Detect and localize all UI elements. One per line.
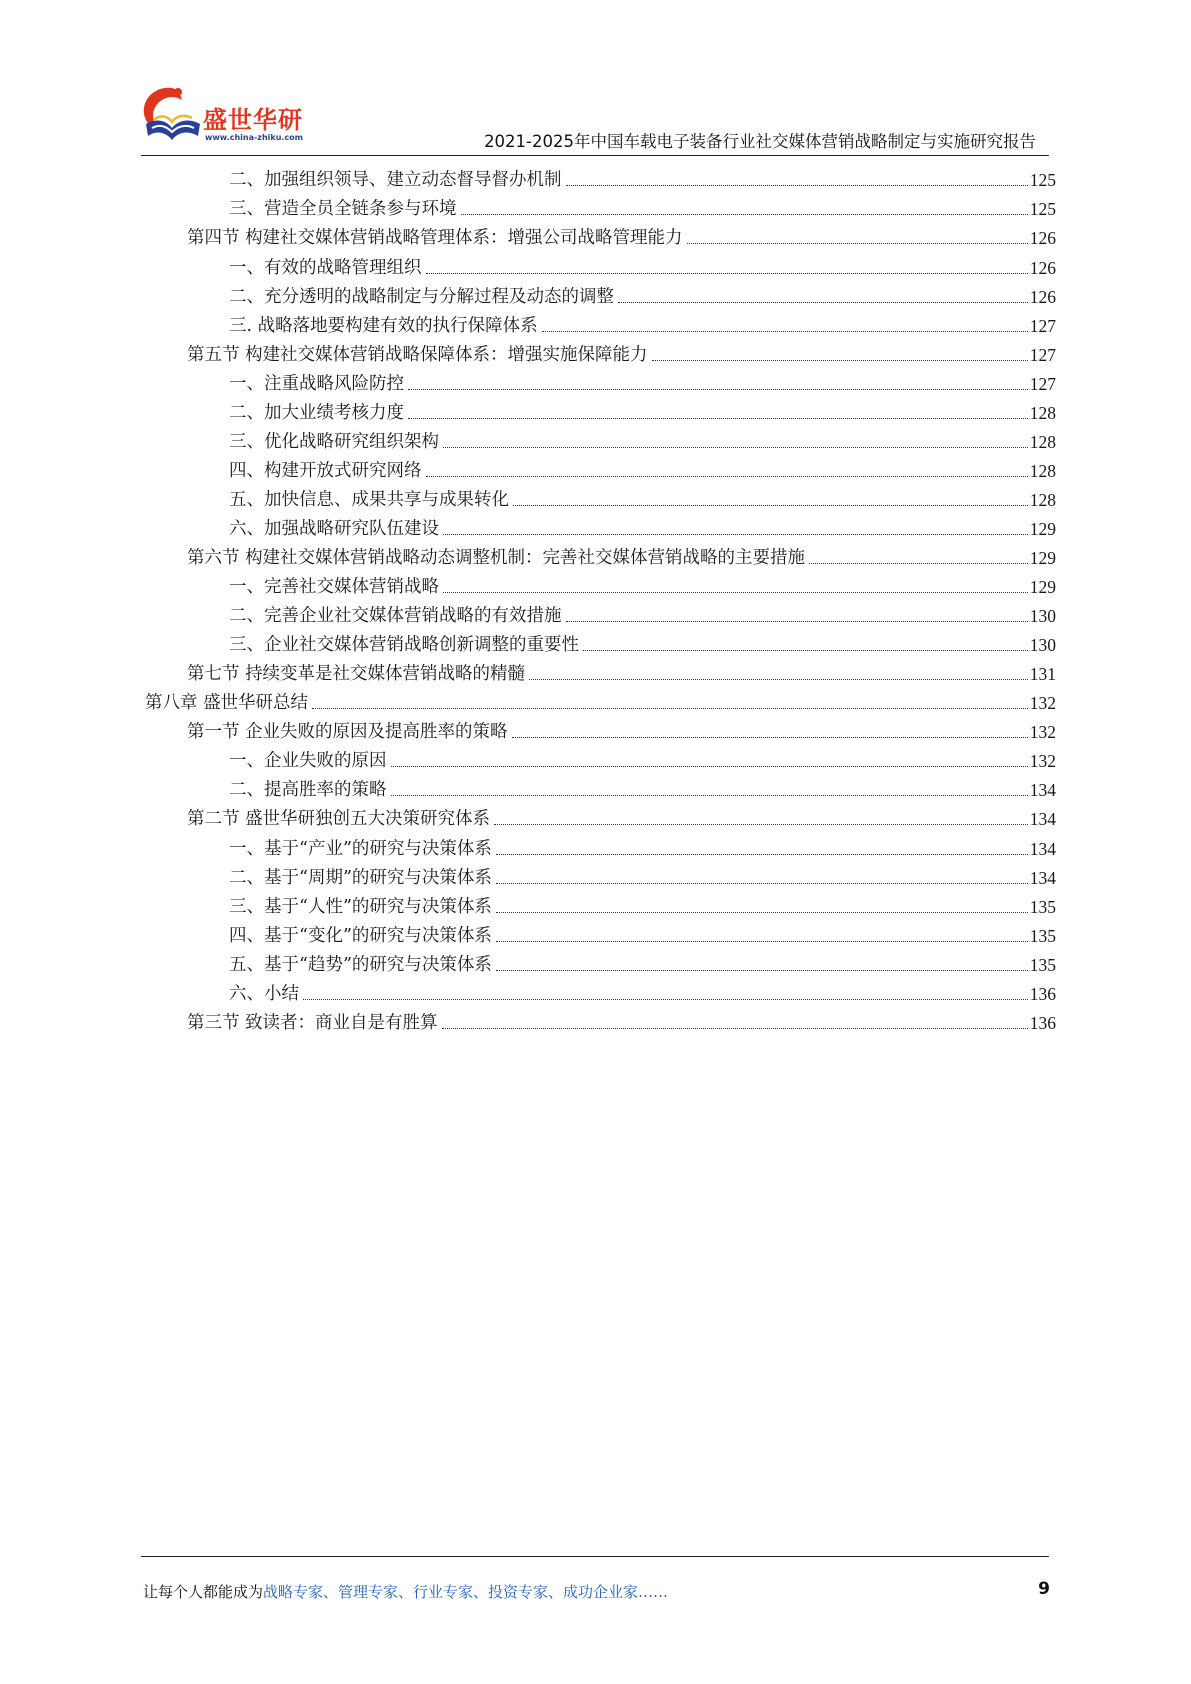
page-number: 9 bbox=[1038, 1579, 1050, 1599]
toc-dot-leader bbox=[391, 795, 1028, 796]
toc-dot-leader bbox=[496, 883, 1028, 884]
toc-entry[interactable] bbox=[229, 886, 1056, 917]
toc-entry-label: 五、基于“趋势”的研究与决策体系 bbox=[229, 954, 492, 975]
toc-entry-label: 一、注重战略风险防控 bbox=[229, 373, 404, 394]
toc-entry-label: 二、基于“周期”的研究与决策体系 bbox=[229, 867, 492, 888]
toc-entry-page: 134 bbox=[1029, 780, 1056, 801]
toc-entry-label: 第六节 构建社交媒体营销战略动态调整机制：完善社交媒体营销战略的主要措施 bbox=[187, 548, 806, 569]
toc-dot-leader bbox=[583, 650, 1028, 651]
toc-entry-page: 126 bbox=[1029, 228, 1056, 249]
toc-entry[interactable] bbox=[229, 189, 1056, 220]
toc-entry[interactable] bbox=[187, 334, 1056, 365]
footer-slogan-prefix: 让每个人都能成为 bbox=[143, 1583, 264, 1601]
toc-entry[interactable] bbox=[229, 276, 1056, 307]
toc-entry-label: 三、优化战略研究组织架构 bbox=[229, 431, 439, 452]
toc-dot-leader bbox=[618, 302, 1028, 303]
toc-entry-label: 四、构建开放式研究网络 bbox=[229, 460, 422, 481]
toc-entry-page: 126 bbox=[1029, 257, 1056, 278]
footer-divider bbox=[141, 1556, 1049, 1557]
toc-entry-page: 134 bbox=[1029, 838, 1056, 859]
toc-entry-page: 128 bbox=[1029, 431, 1056, 452]
toc-entry-label: 第四节 构建社交媒体营销战略管理体系：增强公司战略管理能力 bbox=[187, 228, 683, 249]
toc-dot-leader bbox=[461, 214, 1028, 215]
toc-entry-label: 第三节 致读者：商业自是有胜算 bbox=[187, 1012, 438, 1033]
footer-slogan-highlight: 战略专家、管理专家、行业专家、投资专家、成功企业家…… bbox=[263, 1583, 669, 1601]
toc-entry-page: 135 bbox=[1029, 925, 1056, 946]
toc-entry[interactable] bbox=[229, 625, 1056, 656]
toc-entry-label: 一、完善社交媒体营销战略 bbox=[229, 577, 439, 598]
toc-entry-page: 128 bbox=[1029, 402, 1056, 423]
toc-entry[interactable] bbox=[187, 712, 1056, 743]
toc-entry-page: 132 bbox=[1029, 693, 1056, 714]
toc-dot-leader bbox=[496, 854, 1028, 855]
toc-entry[interactable] bbox=[187, 654, 1056, 685]
toc-entry[interactable] bbox=[229, 741, 1056, 772]
toc-dot-leader bbox=[426, 476, 1028, 477]
toc-entry-page: 129 bbox=[1029, 548, 1056, 569]
toc-entry-label: 三、企业社交媒体营销战略创新调整的重要性 bbox=[229, 635, 579, 656]
toc-dot-leader bbox=[312, 708, 1028, 709]
toc-entry-page: 128 bbox=[1029, 460, 1056, 481]
header-divider bbox=[141, 155, 1049, 156]
toc-entry[interactable] bbox=[229, 973, 1056, 1004]
toc-entry[interactable] bbox=[229, 509, 1056, 540]
toc-entry-page: 128 bbox=[1029, 489, 1056, 510]
toc-entry[interactable] bbox=[229, 857, 1056, 888]
toc-entry[interactable] bbox=[145, 683, 1056, 714]
toc-entry-page: 132 bbox=[1029, 722, 1056, 743]
toc-dot-leader bbox=[494, 824, 1028, 825]
toc-entry[interactable] bbox=[229, 421, 1056, 452]
toc-dot-leader bbox=[652, 360, 1028, 361]
toc-entry-page: 127 bbox=[1029, 373, 1056, 394]
toc-entry-label: 第二节 盛世华研独创五大决策研究体系 bbox=[187, 809, 491, 830]
toc-dot-leader bbox=[496, 941, 1028, 942]
toc-dot-leader bbox=[303, 999, 1028, 1000]
toc-entry-label: 六、加强战略研究队伍建设 bbox=[229, 518, 439, 539]
toc-entry[interactable] bbox=[229, 944, 1056, 975]
toc-dot-leader bbox=[426, 273, 1028, 274]
toc-entry-label: 二、充分透明的战略制定与分解过程及动态的调整 bbox=[229, 286, 614, 307]
toc-entry-label: 第八章 盛世华研总结 bbox=[145, 693, 309, 714]
toc-entry-page: 136 bbox=[1029, 1012, 1056, 1033]
toc-entry-label: 六、小结 bbox=[229, 983, 299, 1004]
toc-entry-label: 第一节 企业失败的原因及提高胜率的策略 bbox=[187, 722, 508, 743]
toc-entry-page: 125 bbox=[1029, 170, 1056, 191]
toc-entry-page: 127 bbox=[1029, 315, 1056, 336]
toc-dot-leader bbox=[443, 592, 1028, 593]
toc-dot-leader bbox=[443, 447, 1028, 448]
report-title: 2021-2025年中国车载电子装备行业社交媒体营销战略制定与实施研究报告 bbox=[484, 132, 1036, 151]
toc-entry-page: 136 bbox=[1029, 983, 1056, 1004]
toc-entry[interactable] bbox=[229, 392, 1056, 423]
toc-entry[interactable] bbox=[229, 363, 1056, 394]
toc-dot-leader bbox=[443, 534, 1028, 535]
toc-dot-leader bbox=[513, 505, 1028, 506]
toc-entry-page: 125 bbox=[1029, 199, 1056, 220]
toc-dot-leader bbox=[442, 1028, 1028, 1029]
toc-entry-label: 一、有效的战略管理组织 bbox=[229, 257, 422, 278]
toc-entry-page: 130 bbox=[1029, 606, 1056, 627]
toc-entry-label: 二、完善企业社交媒体营销战略的有效措施 bbox=[229, 606, 562, 627]
toc-dot-leader bbox=[391, 766, 1028, 767]
toc-entry-page: 132 bbox=[1029, 751, 1056, 772]
toc-entry[interactable] bbox=[229, 915, 1056, 946]
toc-entry-label: 一、企业失败的原因 bbox=[229, 751, 387, 772]
toc-dot-leader bbox=[512, 737, 1028, 738]
logo-emblem-icon bbox=[138, 84, 202, 146]
toc-entry-page: 129 bbox=[1029, 518, 1056, 539]
toc-dot-leader bbox=[408, 389, 1028, 390]
company-logo bbox=[138, 84, 308, 146]
toc-dot-leader bbox=[566, 621, 1028, 622]
toc-entry-page: 127 bbox=[1029, 344, 1056, 365]
toc-dot-leader bbox=[687, 243, 1028, 244]
toc-entry[interactable] bbox=[229, 451, 1056, 482]
toc-entry-page: 134 bbox=[1029, 809, 1056, 830]
toc-entry-page: 126 bbox=[1029, 286, 1056, 307]
toc-entry[interactable] bbox=[229, 160, 1056, 191]
toc-entry[interactable] bbox=[187, 218, 1056, 249]
toc-entry-label: 第七节 持续变革是社交媒体营销战略的精髓 bbox=[187, 664, 526, 685]
toc-dot-leader bbox=[809, 563, 1028, 564]
toc-dot-leader bbox=[566, 185, 1028, 186]
toc-entry-label: 四、基于“变化”的研究与决策体系 bbox=[229, 925, 492, 946]
toc-entry[interactable] bbox=[229, 247, 1056, 278]
toc-entry-label: 二、提高胜率的策略 bbox=[229, 780, 387, 801]
toc-entry[interactable] bbox=[229, 567, 1056, 598]
toc-entry-label: 二、加强组织领导、建立动态督导督办机制 bbox=[229, 170, 562, 191]
toc-entry-page: 135 bbox=[1029, 954, 1056, 975]
toc-entry-page: 129 bbox=[1029, 577, 1056, 598]
toc-dot-leader bbox=[529, 679, 1028, 680]
toc-entry[interactable] bbox=[229, 596, 1056, 627]
toc-entry-page: 135 bbox=[1029, 896, 1056, 917]
toc-dot-leader bbox=[408, 418, 1028, 419]
toc-entry-label: 第五节 构建社交媒体营销战略保障体系：增强实施保障能力 bbox=[187, 344, 648, 365]
toc-entry-label: 三、营造全员全链条参与环境 bbox=[229, 199, 457, 220]
toc-dot-leader bbox=[542, 331, 1028, 332]
toc-entry-page: 131 bbox=[1029, 664, 1056, 685]
toc-entry-label: 三. 战略落地要构建有效的执行保障体系 bbox=[229, 315, 538, 336]
toc-entry[interactable] bbox=[187, 1002, 1056, 1033]
toc-entry[interactable] bbox=[229, 770, 1056, 801]
toc-dot-leader bbox=[496, 970, 1028, 971]
toc-entry[interactable] bbox=[229, 480, 1056, 511]
toc-entry[interactable] bbox=[187, 799, 1056, 830]
toc-entry[interactable] bbox=[187, 538, 1056, 569]
toc-entry-page: 130 bbox=[1029, 635, 1056, 656]
toc-entry-label: 一、基于“产业”的研究与决策体系 bbox=[229, 838, 492, 859]
logo-name: 盛世华研 bbox=[203, 106, 303, 134]
toc-entry-page: 134 bbox=[1029, 867, 1056, 888]
toc-entry[interactable] bbox=[229, 828, 1056, 859]
logo-url: www.china-zhiku.com bbox=[205, 133, 304, 142]
toc-entry-label: 五、加快信息、成果共享与成果转化 bbox=[229, 489, 509, 510]
toc-entry-label: 三、基于“人性”的研究与决策体系 bbox=[229, 896, 492, 917]
footer-slogan bbox=[143, 1581, 668, 1602]
toc-entry-label: 二、加大业绩考核力度 bbox=[229, 402, 404, 423]
toc-dot-leader bbox=[496, 912, 1028, 913]
toc-entry[interactable] bbox=[229, 305, 1056, 336]
